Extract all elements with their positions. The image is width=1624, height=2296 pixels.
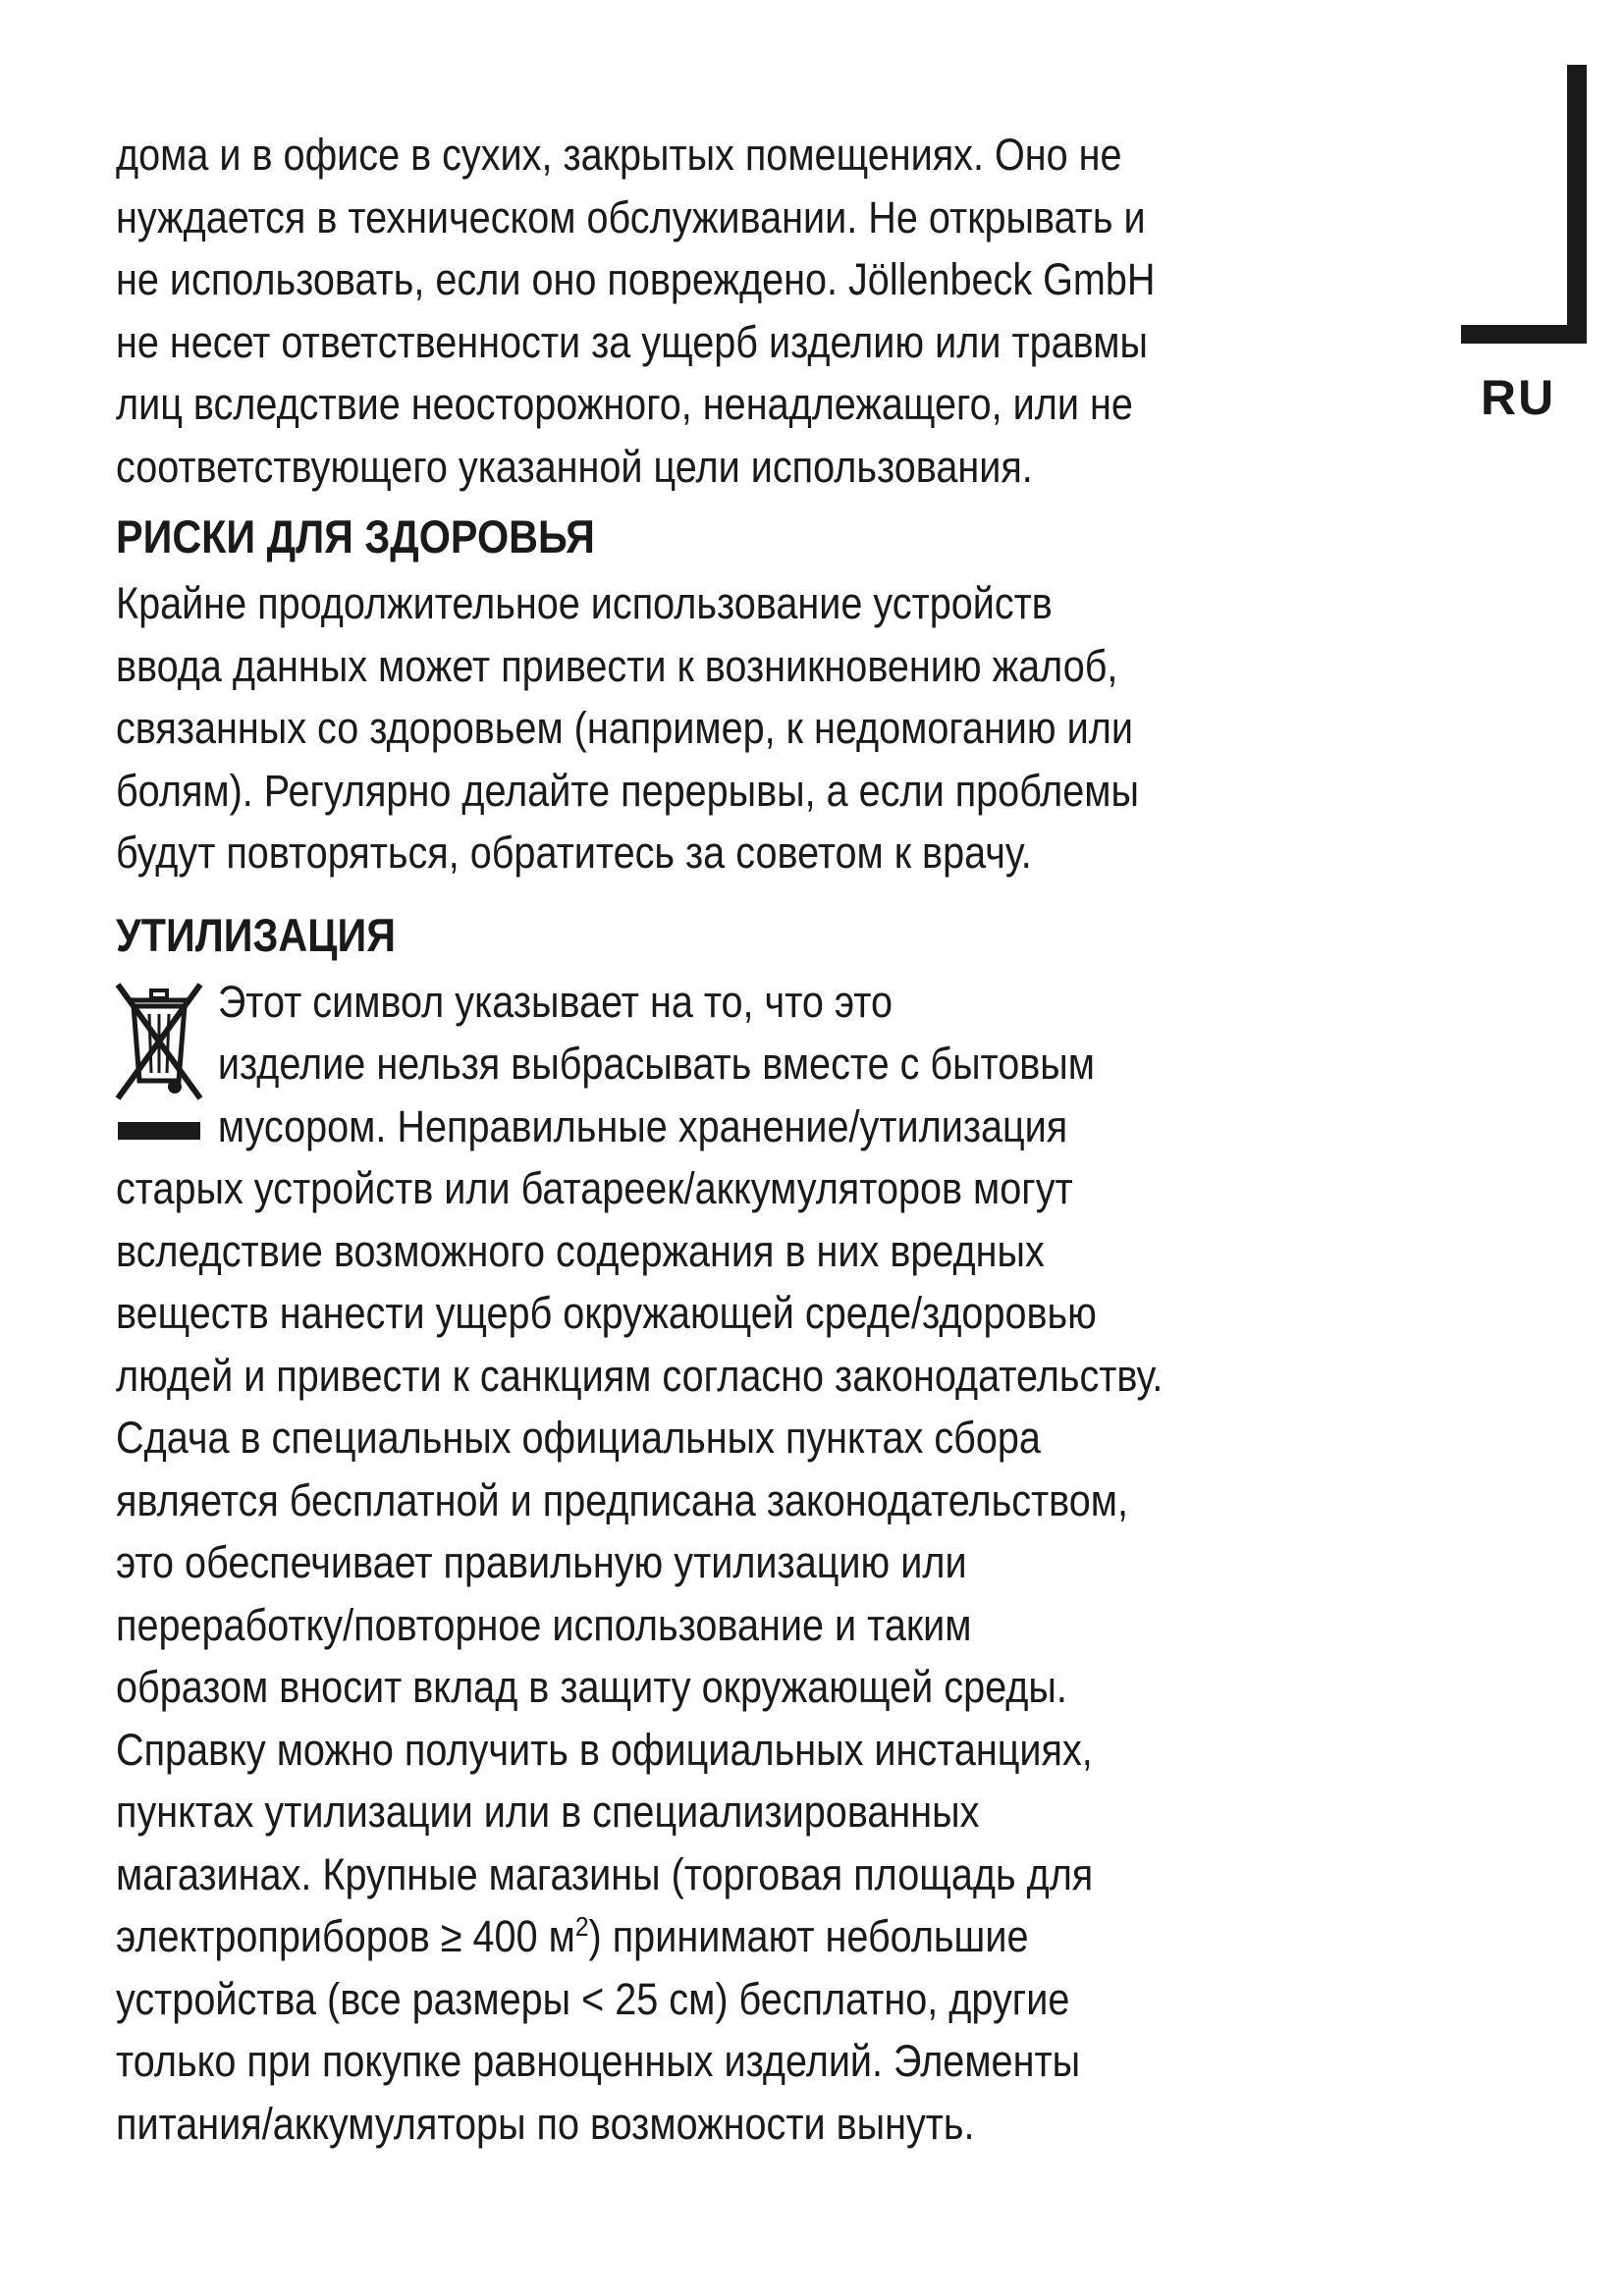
text-line: нуждается в техническом обслуживании. Не открывать и [116, 191, 1146, 242]
text-line: людей и привести к санкциям согласно законодательству. [116, 1350, 1164, 1401]
text-line: устройства (все размеры < 25 см) бесплатно, другие [116, 1973, 1070, 2024]
text-line: это обеспечивает правильную утилизацию или [116, 1537, 967, 1587]
text-line: ввода данных может привести к возникновению жалоб, [116, 640, 1118, 691]
text-line: Справку можно получить в официальных инстанциях, [116, 1724, 1093, 1775]
text-line: лиц вследствие неосторожного, ненадлежащего, или не [116, 379, 1133, 429]
text-line: мусором. Неправильные хранение/утилизация [217, 1100, 1068, 1151]
language-label: RU [1481, 370, 1556, 425]
text-line: болям). Регулярно делайте перерывы, а если проблемы [116, 765, 1139, 816]
text-line-with-superscript [116, 1905, 1435, 1968]
text-line: старых устройств или батареек/аккумуляторов могут [116, 1163, 1073, 1213]
text-line: является бесплатной и предписана законодательством, [116, 1474, 1129, 1525]
health-paragraph [116, 572, 1435, 884]
marker-vertical-bar [1567, 65, 1587, 344]
text-line: магазинах. Крупные магазины (торговая площадь для [116, 1848, 1094, 1899]
text-line: не несет ответственности за ущерб изделию или травмы [116, 316, 1148, 367]
disposal-heading: УТИЛИЗАЦИЯ [116, 908, 396, 961]
text-line: вследствие возможного содержания в них вредных [116, 1225, 1045, 1276]
text-line: Этот символ указывает на то, что это [217, 976, 893, 1027]
text-line: будут повторяться, обратитесь за советом к врачу. [116, 828, 1032, 878]
text-fragment: ) принимают небольшие [588, 1911, 1029, 1961]
disposal-block [116, 971, 1432, 2156]
text-line: образом вносит вклад в защиту окружающей среды. [116, 1662, 1067, 1712]
text-line: Сдача в специальных официальных пунктах сбора [116, 1413, 1041, 1463]
text-line: Крайне продолжительное использование устройств [116, 578, 1053, 628]
disposal-paragraph [116, 971, 1435, 2156]
text-line: дома и в офисе в сухих, закрытых помещениях. Оно не [116, 130, 1122, 180]
marker-horizontal-bar [1461, 325, 1587, 344]
text-line: изделие нельзя выбрасывать вместе с бытовым [217, 1039, 1095, 1089]
text-line: переработку/повторное использование и таким [116, 1599, 972, 1650]
text-line: пунктах утилизации или в специализированных [116, 1787, 980, 1837]
text-line: соответствующего указанной цели использования. [116, 441, 1033, 492]
text-line: связанных со здоровьем (например, к недомоганию или [116, 703, 1133, 753]
text-line: питания/аккумуляторы по возможности вынуть. [116, 2098, 975, 2149]
text-line: только при покупке равноценных изделий. Элементы [116, 2036, 1081, 2086]
superscript: 2 [574, 1911, 589, 1942]
health-heading: РИСКИ ДЛЯ ЗДОРОВЬЯ [116, 510, 595, 562]
language-tab-marker [1461, 65, 1589, 349]
text-fragment: электроприборов ≥ 400 м [116, 1911, 575, 1961]
text-line: не использовать, если оно повреждено. Jöllenbeck GmbH [116, 254, 1156, 304]
intro-paragraph [116, 124, 1435, 498]
page-content [116, 124, 1432, 2155]
text-line: веществ нанести ущерб окружающей среде/здоровью [116, 1288, 1097, 1338]
